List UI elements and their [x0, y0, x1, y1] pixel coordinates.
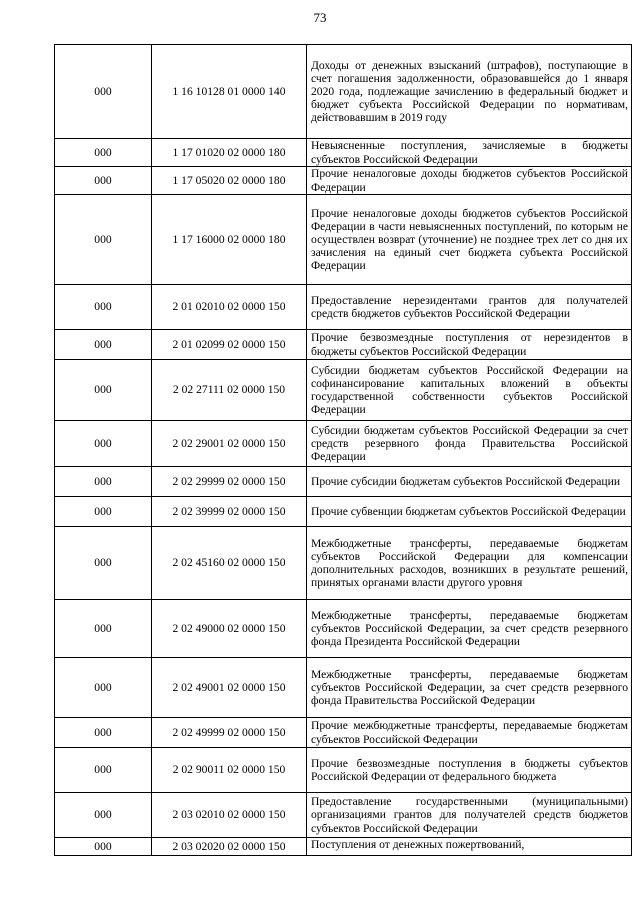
admin-code-cell: 000 — [55, 139, 152, 167]
revenue-name-cell: Прочие субвенции бюджетам субъектов Российской Федерации — [307, 497, 632, 527]
revenue-code-cell: 1 17 05020 02 0000 180 — [152, 167, 307, 195]
revenue-code-cell: 1 17 01020 02 0000 180 — [152, 139, 307, 167]
admin-code-cell: 000 — [55, 600, 152, 658]
admin-code-cell: 000 — [55, 527, 152, 600]
admin-code-cell: 000 — [55, 45, 152, 139]
table-row — [55, 195, 632, 285]
table-row — [55, 285, 632, 330]
revenue-name-cell: Субсидии бюджетам субъектов Российской Федерации на софинансирование капитальных вложений в объекты государственной собственности субъектов Российской Федерации — [307, 360, 632, 421]
table-row — [55, 718, 632, 748]
table-row — [55, 45, 632, 139]
revenue-code-cell: 2 01 02099 02 0000 150 — [152, 330, 307, 360]
table-row — [55, 600, 632, 658]
admin-code-cell: 000 — [55, 718, 152, 748]
admin-code-cell: 000 — [55, 167, 152, 195]
admin-code-cell: 000 — [55, 748, 152, 793]
table-body — [55, 45, 632, 856]
admin-code-cell: 000 — [55, 467, 152, 497]
table-row — [55, 527, 632, 600]
revenue-name-cell: Предоставление нерезидентами грантов для получателей средств бюджетов субъектов Российской Федерации — [307, 285, 632, 330]
admin-code-cell: 000 — [55, 497, 152, 527]
revenue-code-cell: 2 02 49001 02 0000 150 — [152, 658, 307, 718]
revenue-code-cell: 1 16 10128 01 0000 140 — [152, 45, 307, 139]
table-row — [55, 467, 632, 497]
revenue-code-cell: 1 17 16000 02 0000 180 — [152, 195, 307, 285]
table-row — [55, 748, 632, 793]
page-number: 73 — [313, 10, 327, 25]
revenue-code-cell: 2 02 90011 02 0000 150 — [152, 748, 307, 793]
revenue-code-cell: 2 01 02010 02 0000 150 — [152, 285, 307, 330]
admin-code-cell: 000 — [55, 285, 152, 330]
table-row — [55, 497, 632, 527]
table-row — [55, 330, 632, 360]
table-row — [55, 793, 632, 838]
table-row — [55, 838, 632, 856]
revenue-name-cell: Межбюджетные трансферты, передаваемые бюджетам субъектов Российской Федерации, за счет средств резервного фонда Президента Российской Федерации — [307, 600, 632, 658]
revenue-name-cell: Межбюджетные трансферты, передаваемые бюджетам субъектов Российской Федерации для компенсации дополнительных расходов, возникших в результате решений, принятых органами власти другого уровня — [307, 527, 632, 600]
revenue-name-cell: Невыясненные поступления, зачисляемые в бюджеты субъектов Российской Федерации — [307, 139, 632, 167]
revenue-name-cell: Предоставление государственными (муниципальными) организациями грантов для получателей средств бюджетов субъектов Российской Федерации — [307, 793, 632, 838]
budget-revenue-codes-table — [54, 44, 632, 856]
admin-code-cell: 000 — [55, 838, 152, 856]
revenue-code-cell: 2 02 49000 02 0000 150 — [152, 600, 307, 658]
revenue-code-cell: 2 02 49999 02 0000 150 — [152, 718, 307, 748]
table-row — [55, 167, 632, 195]
table-row — [55, 139, 632, 167]
revenue-code-cell: 2 02 29001 02 0000 150 — [152, 421, 307, 467]
revenue-name-cell: Прочие неналоговые доходы бюджетов субъектов Российской Федерации — [307, 167, 632, 195]
revenue-name-cell: Прочие безвозмездные поступления в бюджеты субъектов Российской Федерации от федерального бюджета — [307, 748, 632, 793]
revenue-name-cell: Прочие неналоговые доходы бюджетов субъектов Российской Федерации в части невыясненных поступлений, по которым не осуществлен возврат (уточнение) не позднее трех лет со дня их зачисления на единый счет бюджета субъекта Российской Федерации — [307, 195, 632, 285]
revenue-name-cell: Прочие межбюджетные трансферты, передаваемые бюджетам субъектов Российской Федерации — [307, 718, 632, 748]
table-row — [55, 658, 632, 718]
revenue-name-cell: Прочие субсидии бюджетам субъектов Российской Федерации — [307, 467, 632, 497]
admin-code-cell: 000 — [55, 195, 152, 285]
revenue-name-cell: Субсидии бюджетам субъектов Российской Федерации за счет средств резервного фонда Правительства Российской Федерации — [307, 421, 632, 467]
revenue-code-cell: 2 02 27111 02 0000 150 — [152, 360, 307, 421]
revenue-code-cell: 2 02 39999 02 0000 150 — [152, 497, 307, 527]
revenue-code-cell: 2 02 29999 02 0000 150 — [152, 467, 307, 497]
revenue-code-cell: 2 03 02010 02 0000 150 — [152, 793, 307, 838]
revenue-code-cell: 2 03 02020 02 0000 150 — [152, 838, 307, 856]
table-row — [55, 421, 632, 467]
admin-code-cell: 000 — [55, 793, 152, 838]
revenue-name-cell: Межбюджетные трансферты, передаваемые бюджетам субъектов Российской Федерации, за счет средств резервного фонда Правительства Российской Федерации — [307, 658, 632, 718]
revenue-code-cell: 2 02 45160 02 0000 150 — [152, 527, 307, 600]
table-row — [55, 360, 632, 421]
admin-code-cell: 000 — [55, 658, 152, 718]
revenue-name-cell: Прочие безвозмездные поступления от нерезидентов в бюджеты субъектов Российской Федерации — [307, 330, 632, 360]
revenue-name-cell: Поступления от денежных пожертвований, — [307, 838, 632, 856]
admin-code-cell: 000 — [55, 421, 152, 467]
admin-code-cell: 000 — [55, 330, 152, 360]
admin-code-cell: 000 — [55, 360, 152, 421]
revenue-name-cell: Доходы от денежных взысканий (штрафов), поступающие в счет погашения задолженности, образовавшейся до 1 января 2020 года, подлежащие зачислению в федеральный бюджет и бюджет субъекта Российской Федерации по нормативам, действовавшим в 2019 году — [307, 45, 632, 139]
